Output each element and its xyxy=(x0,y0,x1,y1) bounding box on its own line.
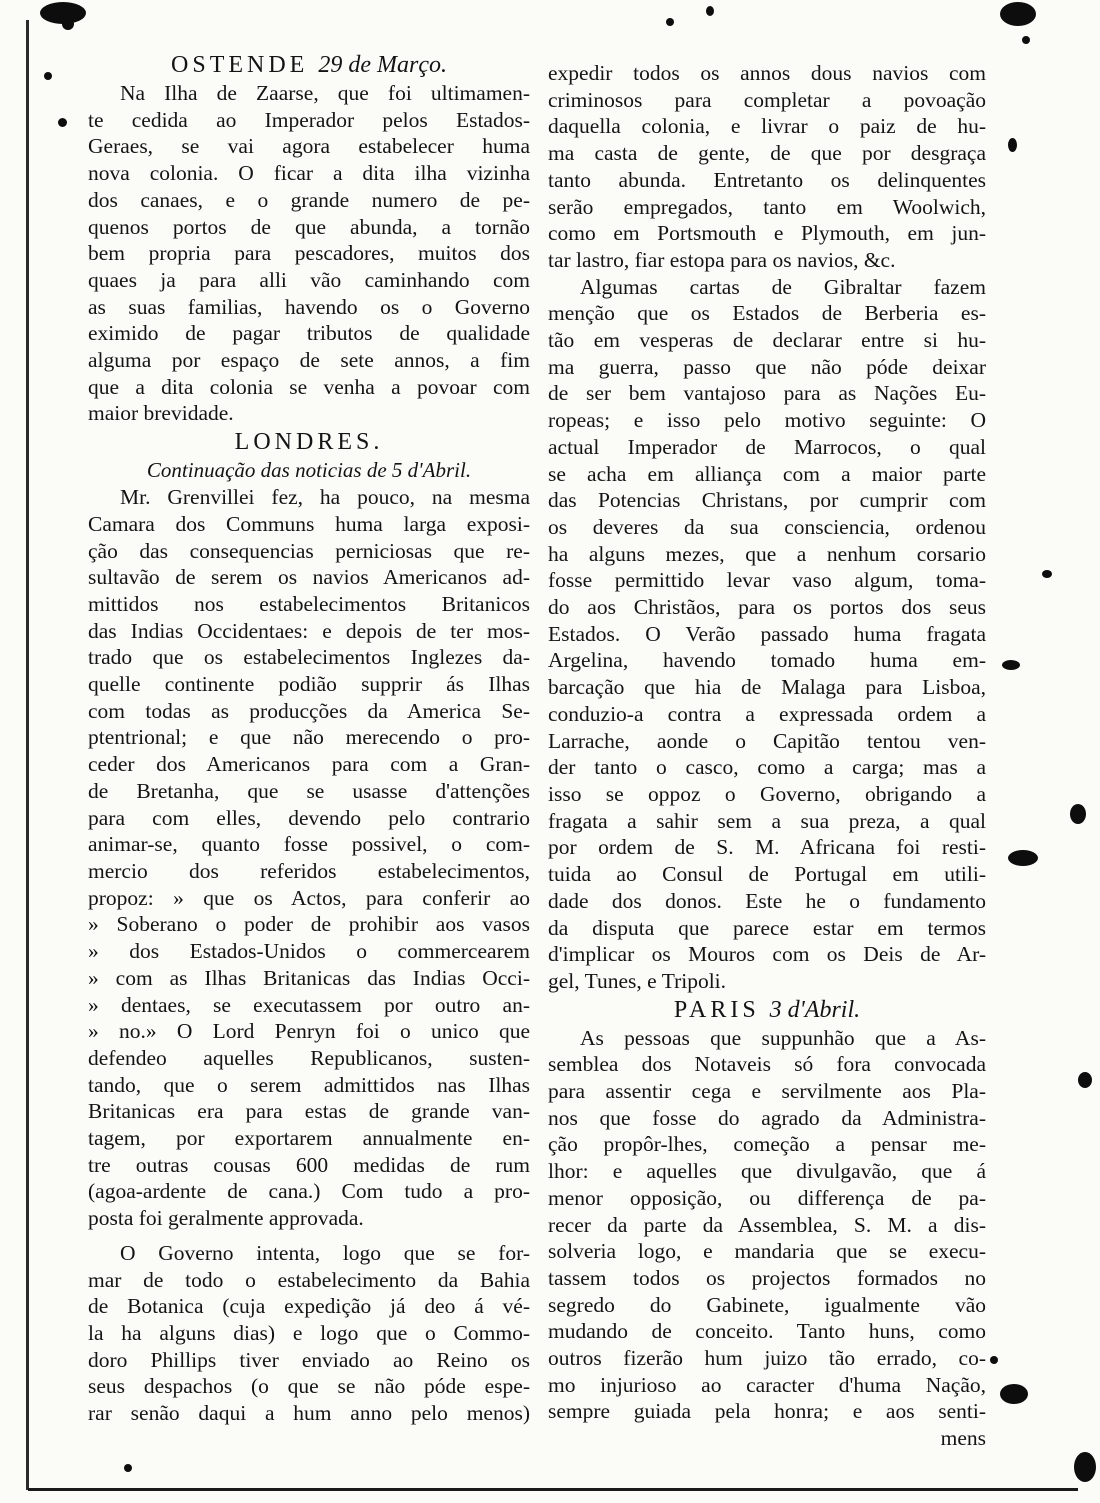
text-line: das Indias Occidentaes: e depois de ter mos- xyxy=(88,618,530,643)
text-line: dos canaes, e o grande numero de pe- xyxy=(88,187,530,212)
page-edge-shadow xyxy=(26,20,29,1490)
text-line: propoz: » que os Actos, para conferir ao xyxy=(88,885,530,910)
text-line: Mr. Grenvillei fez, ha pouco, na mesma xyxy=(120,485,530,510)
text-line: fosse permittido levar vaso algum, toma- xyxy=(548,568,986,593)
text-line: quenos portos de que abunda, a tornão xyxy=(88,214,530,239)
article-ostende xyxy=(88,80,530,427)
heading-paris-place: PARIS xyxy=(673,996,760,1023)
text-line: der tanto o casco, como a carga; mas a xyxy=(548,755,986,780)
heading-ostende-place: OSTENDE xyxy=(171,52,309,78)
text-line: bem propria para pescadores, muitos dos xyxy=(88,241,530,266)
ink-blot xyxy=(58,118,67,127)
left-column xyxy=(88,50,530,1427)
text-line: seus despachos (o que se não póde espe- xyxy=(88,1374,530,1399)
ink-blot xyxy=(1042,570,1052,578)
text-line: » no.» O Lord Penryn foi o unico que xyxy=(88,1019,530,1044)
text-line: Estados. O Verão passado huma fragata xyxy=(548,621,986,646)
text-line: sempre guiada pela honra; e aos senti- xyxy=(548,1399,986,1424)
ink-blot xyxy=(1074,1452,1096,1482)
text-line: outros fizerão hum juizo tão errado, co- xyxy=(548,1346,986,1371)
text-line: menor opposição, ou differença de pa- xyxy=(548,1185,986,1210)
text-line: de Bretanha, que se usasse d'attenções xyxy=(88,778,530,803)
text-line: isso se oppoz o Governo, obrigando a xyxy=(548,781,986,806)
article-governo-continued xyxy=(548,60,986,274)
text-line: os deveres da sua consciencia, ordenou xyxy=(548,514,986,539)
text-line: mittidos nos estabelecimentos Britanicos xyxy=(88,591,530,616)
text-line: ção propôr-lhes, começão a pensar me- xyxy=(548,1132,986,1157)
text-line: la ha alguns dias) e logo que o Commo- xyxy=(88,1320,530,1345)
text-line: do aos Christãos, para os portos dos seus xyxy=(548,595,986,620)
text-line: quaes ja para alli vão caminhando com xyxy=(88,267,530,292)
text-line: Camara dos Communs huma larga exposi- xyxy=(88,511,530,536)
catchword: mens xyxy=(940,1426,986,1451)
text-line: Larrache, aonde o Capitão tentou ven- xyxy=(548,728,986,753)
ink-blot xyxy=(1022,36,1030,44)
text-line: ropeas; e isso pelo motivo seguinte: O xyxy=(548,408,986,433)
text-line: Algumas cartas de Gibraltar fazem xyxy=(580,274,986,299)
ink-blot xyxy=(44,72,52,80)
text-line: menção que os Estados de Berberia es- xyxy=(548,301,986,326)
ink-blot xyxy=(1002,660,1020,670)
ink-blot xyxy=(990,1356,998,1364)
text-line: se acha em alliança com a maior parte xyxy=(548,461,986,486)
text-line: » dentaes, se executassem por outro an- xyxy=(88,992,530,1017)
ink-blot xyxy=(1008,138,1017,152)
heading-ostende xyxy=(88,50,530,80)
article-gibraltar xyxy=(548,274,986,995)
text-line: (agoa-ardente de cana.) Com tudo a pro- xyxy=(88,1179,530,1204)
article-governo xyxy=(88,1240,530,1427)
ink-blot xyxy=(1070,804,1086,824)
text-line: mercio dos referidos estabelecimentos, xyxy=(88,858,530,883)
text-line: maior brevidade. xyxy=(88,401,234,426)
text-line: com todas as producções da America Se- xyxy=(88,698,530,723)
text-line: nos que fosse do agrado da Administra- xyxy=(548,1105,986,1130)
text-line: quelle continente podião supprir ás Ilhas xyxy=(88,672,530,697)
text-line: solveria logo, e mandaria que se execu- xyxy=(548,1239,986,1264)
text-line: Geraes, se vai agora estabelecer huma xyxy=(88,134,530,159)
ink-blot xyxy=(1000,2,1036,26)
text-line: de Botanica (cuja expedição já deo á vé- xyxy=(88,1294,530,1319)
text-line: posta foi geralmente approvada. xyxy=(88,1206,364,1231)
text-line: » Soberano o poder de prohibir aos vasos xyxy=(88,912,530,937)
text-line: por ordem de S. M. Africana foi resti- xyxy=(548,835,986,860)
text-line: Argelina, havendo tomado huma em- xyxy=(548,648,986,673)
text-line: tassem todos os projectos formados no xyxy=(548,1265,986,1290)
text-line: barcação que hia de Malaga para Lisboa, xyxy=(548,675,986,700)
ink-blot xyxy=(706,6,714,16)
ink-blot xyxy=(666,18,674,26)
heading-paris-date: 3 d'Abril. xyxy=(769,996,861,1023)
subheading-londres: Continuação das noticias de 5 d'Abril. xyxy=(146,458,472,483)
text-line: das Potencias Christans, por cumprir com xyxy=(548,488,986,513)
text-line: as suas familias, havendo os o Governo xyxy=(88,294,530,319)
heading-ostende-date: 29 de Março. xyxy=(318,52,447,78)
text-line: tagem, por exportarem annualmente en- xyxy=(88,1126,530,1151)
bottom-rule xyxy=(28,1488,1078,1491)
text-line: para assentir cega e servilmente aos Pla- xyxy=(548,1079,986,1104)
text-line: ptentrional; e que não merecendo o pro- xyxy=(88,725,530,750)
text-line: tuida ao Consul de Portugal em utili- xyxy=(548,862,986,887)
text-line: trado que os estabelecimentos Inglezes da- xyxy=(88,645,530,670)
article-londres xyxy=(88,484,530,1232)
text-line: ma guerra, passo que não póde deixar xyxy=(548,354,986,379)
text-line: » dos Estados-Unidos o commercearem xyxy=(88,939,530,964)
text-line: segredo do Gabinete, igualmente vão xyxy=(548,1292,986,1317)
text-line: que a dita colonia se venha a povoar com xyxy=(88,374,530,399)
heading-paris xyxy=(548,995,986,1025)
ink-blot xyxy=(1078,1072,1092,1088)
text-line: rar senão daqui a hum anno pelo menos) xyxy=(88,1401,530,1426)
text-line: defendeo aquelles Republicanos, susten- xyxy=(88,1045,530,1070)
article-paris xyxy=(548,1025,986,1426)
text-line: recer da parte da Assemblea, S. M. a dis- xyxy=(548,1212,986,1237)
text-line: mar de todo o estabelecimento da Bahia xyxy=(88,1267,530,1292)
text-line: Britanicas era para estas de grande van- xyxy=(88,1099,530,1124)
text-line: para com elles, devendo pelo contrario xyxy=(88,805,530,830)
text-line: expedir todos os annos dous navios com xyxy=(548,61,986,85)
text-line: tando, que o serem admittidos nas Ilhas xyxy=(88,1072,530,1097)
text-line: como em Portsmouth e Plymouth, em jun- xyxy=(548,221,986,246)
text-line: animar-se, quanto fosse possivel, o com- xyxy=(88,832,530,857)
text-line: lhor: e aquelles que divulgavão, que á xyxy=(548,1159,986,1184)
text-line: ma casta de gente, de que por desgraça xyxy=(548,141,986,166)
heading-londres: LONDRES. xyxy=(234,429,384,456)
text-line: ceder dos Americanos para com a Gran- xyxy=(88,752,530,777)
text-line: eximido de pagar tributos de qualidade xyxy=(88,321,530,346)
right-column xyxy=(548,60,986,1452)
text-line: » com as Ilhas Britanicas das Indias Occi- xyxy=(88,965,530,990)
text-line: nova colonia. O ficar a dita ilha vizinha xyxy=(88,161,530,186)
text-line: semblea dos Notaveis só fora convocada xyxy=(548,1052,986,1077)
text-line: tanto abunda. Entretanto os delinquentes xyxy=(548,167,986,192)
text-line: dade dos donos. Este he o fundamento xyxy=(548,888,986,913)
ink-blot xyxy=(1000,1384,1028,1404)
ink-blot xyxy=(124,1464,132,1472)
text-line: conduzio-a contra a expressada ordem a xyxy=(548,701,986,726)
text-line: sultavão de serem os navios Americanos ad- xyxy=(88,565,530,590)
ink-blot xyxy=(62,18,74,30)
text-line: mo injurioso ao caracter d'huma Nação, xyxy=(548,1372,986,1397)
text-line: da disputa que parece estar em termos xyxy=(548,915,986,940)
text-line: O Governo intenta, logo que se for- xyxy=(120,1240,530,1265)
text-line: As pessoas que suppunhão que a As- xyxy=(580,1025,986,1050)
ink-blot xyxy=(1008,850,1038,866)
text-line: mudando de conceito. Tanto huns, como xyxy=(548,1319,986,1344)
text-line: ção das consequencias perniciosas que re- xyxy=(88,538,530,563)
text-line: daquella colonia, e livrar o paiz de hu- xyxy=(548,114,986,139)
text-line: d'implicar os Mouros com os Deis de Ar- xyxy=(548,942,986,967)
text-line: tão em vesperas de declarar entre si hu- xyxy=(548,328,986,353)
text-line: tar lastro, fiar estopa para os navios, &c. xyxy=(548,247,896,272)
text-line: doro Phillips tiver enviado ao Reino os xyxy=(88,1347,530,1372)
text-line: Na Ilha de Zaarse, que foi ultimamen- xyxy=(120,81,530,105)
text-line: tre outras cousas 600 medidas de rum xyxy=(88,1152,530,1177)
text-line: fragata a sahir sem a sua preza, a qual xyxy=(548,808,986,833)
text-line: ha alguns mezes, que a nenhum corsario xyxy=(548,541,986,566)
text-line: te cedida ao Imperador pelos Estados- xyxy=(88,107,530,132)
text-line: alguma por espaço de sete annos, a fim xyxy=(88,348,530,373)
text-line: de ser bem vantajoso para as Nações Eu- xyxy=(548,381,986,406)
text-line: serão empregados, tanto em Woolwich, xyxy=(548,194,986,219)
text-line: gel, Tunes, e Tripoli. xyxy=(548,968,727,993)
text-line: actual Imperador de Marrocos, o qual xyxy=(548,434,986,459)
text-line: criminosos para completar a povoação xyxy=(548,87,986,112)
